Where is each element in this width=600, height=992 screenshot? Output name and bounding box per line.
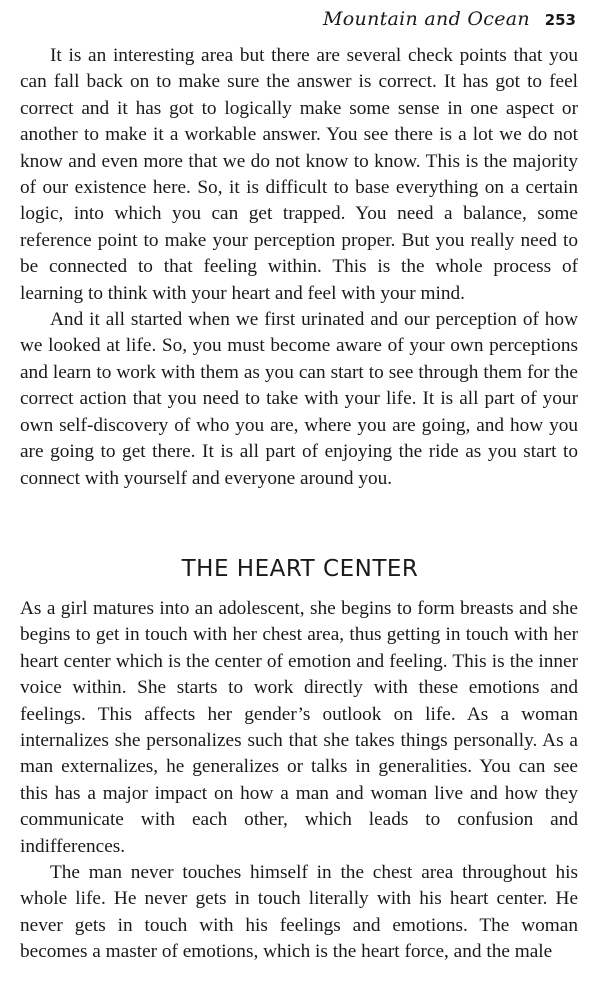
running-header <box>323 8 576 30</box>
paragraph: As a girl matures into an adolescent, she begins to form breasts and she begins to get in touch with her chest area, thus getting in touch with her heart center which is the center of emotion and feeling. This is the inner voice within. She starts to work directly with these emotions and feelings. This affects her gender’s outlook on life. As a woman internalizes she personalizes such that she takes things personally. As a man externalizes, he generalizes or talks in generalities. You can see this has a major impact on how a man and woman live and how they communicate with each other, which leads to confusion and indifferences. <box>20 598 578 857</box>
body-text-before-heading <box>20 43 578 492</box>
paragraph: And it all started when we first urinated and our perception of how we looked at life. So, you must become aware of your own perceptions and learn to work with them as you can start to see through them for the correct action that you need to take with your life. It is all part of your own self-discovery of who you are, where you are going, and how you are going to get there. It is all part of enjoying the ride as you start to connect with yourself and everyone around you. <box>20 309 578 489</box>
paragraph: It is an interesting area but there are several check points that you can fall back on to make sure the answer is correct. It has got to feel correct and it has got to logically make some sense in one aspect or another to make it a workable answer. You see there is a lot we do not know and even more that we do not know to know. This is the majority of our existence here. So, it is difficult to base everything on a certain logic, into which you can get trapped. You need a balance, some reference point to make your perception proper. But you really need to be connected to that feeling within. This is the whole process of learning to think with your heart and feel with your mind. <box>20 45 578 304</box>
body-text-after-heading <box>20 596 578 966</box>
paragraph: The man never touches himself in the chest area throughout his whole life. He never gets in touch literally with his heart center. He never gets in touch with his feelings and emotions. The woman becomes a master of emotions, which is the heart force, and the male <box>20 862 578 963</box>
section-heading: THE HEART CENTER <box>181 556 419 582</box>
running-title: Mountain and Ocean <box>323 8 530 30</box>
page-number: 253 <box>544 11 576 29</box>
